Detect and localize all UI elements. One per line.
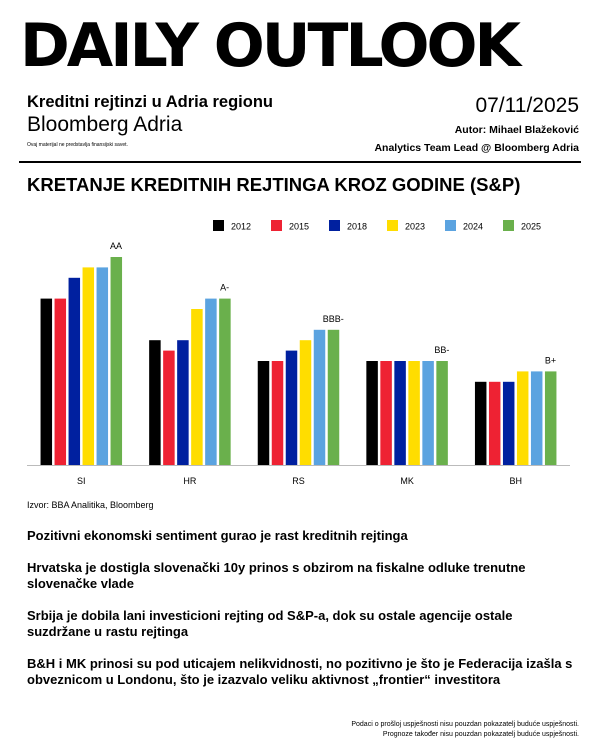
bar (475, 382, 487, 465)
legend-swatch (387, 220, 398, 231)
key-point: Hrvatska je dostigla slovenački 10y prinos s obzirom na fiskalne odluke trenutne slovenačke vlade (27, 559, 526, 591)
legend-label: 2025 (521, 221, 542, 232)
legend-label: 2023 (405, 221, 426, 232)
footer-line: Prognoze također nisu pouzdan pokazatelj buduće uspješnosti. (382, 731, 579, 738)
bar (489, 382, 501, 465)
bar (503, 382, 515, 465)
bar (41, 299, 53, 465)
bar (219, 299, 231, 465)
key-points (27, 528, 579, 704)
masthead-title: DAILY OUTLOOK (20, 11, 519, 81)
footer-disclaimer (351, 720, 579, 740)
legend-label: 2024 (463, 221, 484, 232)
report-subtitle: Kreditni rejtinzi u Adria regionu (27, 93, 273, 111)
disclaimer-text: Ovaj materijal ne predstavlja finansijski savet. (27, 142, 128, 148)
bar (177, 340, 189, 465)
x-tick-label: MK (400, 476, 414, 486)
legend-swatch (503, 220, 514, 231)
bar (300, 340, 312, 465)
key-point: B&H i MK prinosi su pod uticajem nelikvidnosti, no pozitivno je što je Federacija izašla s obveznicom u Londonu, što je izazvalo veliku aktivnost „frontier“ investitora (27, 655, 573, 687)
x-tick-label: RS (292, 476, 305, 486)
bar (531, 371, 543, 465)
bar (97, 267, 109, 465)
legend-swatch (329, 220, 340, 231)
bar (69, 278, 81, 465)
footer-line: Podaci o prošloj uspješnosti nisu pouzdan pokazatelj buduće uspješnosti. (351, 721, 579, 728)
bar (258, 361, 270, 465)
rating-label: B+ (544, 355, 557, 366)
legend-swatch (445, 220, 456, 231)
bar (408, 361, 420, 465)
bar (286, 351, 298, 465)
author-name: Autor: Mihael Blažeković (454, 124, 579, 136)
bar (380, 361, 392, 465)
bar (314, 330, 326, 465)
bar (205, 299, 217, 465)
report-date: 07/11/2025 (475, 94, 579, 117)
x-tick-label: SI (77, 476, 86, 486)
rating-label: A- (220, 282, 230, 293)
subheader-right (374, 92, 579, 156)
legend-label: 2015 (289, 221, 310, 232)
bar (517, 371, 529, 465)
header-divider (19, 161, 581, 163)
author-role: Analytics Team Lead @ Bloomberg Adria (374, 142, 579, 154)
key-point: Srbija je dobila lani investicioni rejting od S&P-a, dok su ostale agencije ostale suzdržane u rastu rejtinga (27, 607, 513, 639)
bar (394, 361, 406, 465)
bar (366, 361, 378, 465)
x-tick-label: BH (509, 476, 522, 486)
brand-name: Bloomberg Adria (27, 113, 183, 136)
bar (422, 361, 434, 465)
rating-label: BBB- (322, 313, 344, 324)
legend-label: 2012 (231, 221, 252, 232)
bar (83, 267, 95, 465)
legend-swatch (271, 220, 282, 231)
rating-label: AA (110, 241, 123, 251)
bar (436, 361, 448, 465)
x-tick-label: HR (183, 476, 197, 486)
bar (191, 309, 203, 465)
chart-title: KRETANJE KREDITNIH REJTINGA KROZ GODINE (S&P) (27, 174, 521, 195)
bar (149, 340, 161, 465)
key-point: Pozitivni ekonomski sentiment gurao je rast kreditnih rejtinga (27, 528, 408, 543)
legend-swatch (213, 220, 224, 231)
legend-label: 2018 (347, 221, 368, 232)
chart-source: Izvor: BBA Analitika, Bloomberg (27, 500, 154, 510)
bar (111, 257, 123, 465)
bar (272, 361, 284, 465)
rating-label: BB- (434, 345, 450, 355)
bar (545, 371, 557, 465)
bar (163, 351, 175, 465)
subheader-left (27, 92, 273, 149)
bar-chart (0, 210, 600, 490)
bar (328, 330, 340, 465)
bar (55, 299, 67, 465)
